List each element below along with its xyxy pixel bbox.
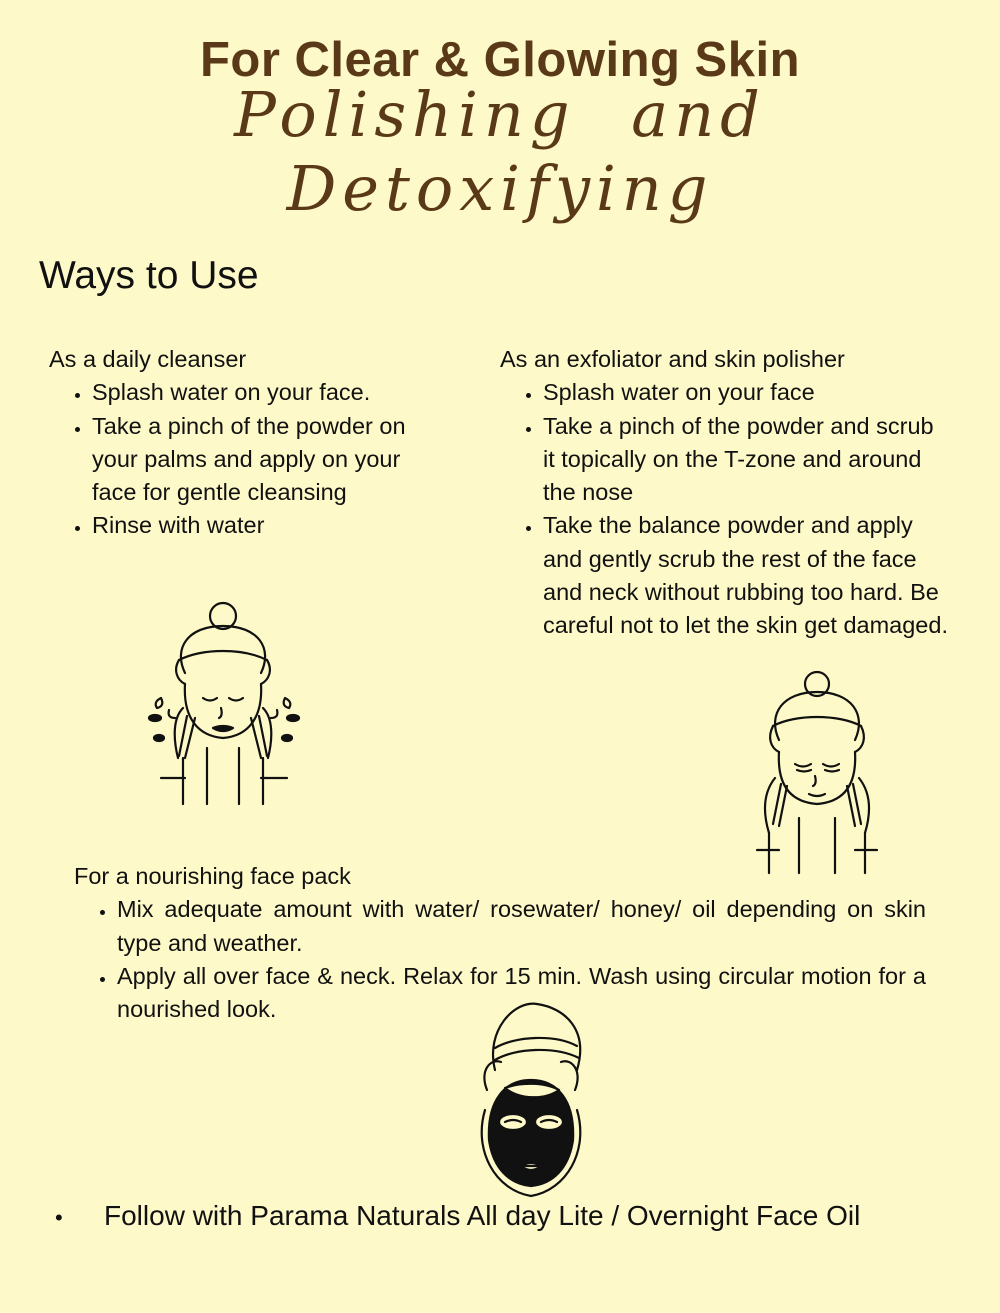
follow-up-text: Follow with Parama Naturals All day Lite / Overnight Face Oil — [104, 1200, 861, 1231]
list-item: • Splash water on your face. — [92, 376, 449, 409]
ways-heading: Ways to Use — [39, 254, 259, 297]
exfoliator-steps — [500, 376, 950, 642]
face-pack-title: For a nourishing face pack — [74, 863, 351, 889]
list-item: • Apply all over face & neck. Relax for 15 min. Wash using circular motion for a nourished look. — [117, 960, 926, 1027]
list-item: • Rinse with water — [92, 509, 449, 542]
exfoliator-title: As an exfoliator and skin polisher — [500, 346, 845, 372]
daily-cleanser-steps — [49, 376, 449, 542]
page-subtitle: Polishing and Detoxifying — [234, 78, 766, 226]
daily-cleanser-section — [49, 343, 449, 543]
face-scrub-icon — [755, 668, 879, 878]
list-item: • Take a pinch of the powder and scrub it topically on the T-zone and around the nose — [543, 410, 950, 510]
face-splash-icon — [143, 598, 303, 808]
list-item: • Splash water on your face — [543, 376, 950, 409]
follow-up-note — [55, 1200, 860, 1232]
list-item: • Take the balance powder and apply and gently scrub the rest of the face and neck without rubbing too hard. Be careful not to let the skin get damaged. — [543, 509, 950, 642]
list-item: • Take a pinch of the powder on your palms and apply on your face for gentle cleansing — [92, 410, 449, 510]
exfoliator-section — [500, 343, 950, 643]
face-mask-icon — [465, 1000, 597, 1200]
daily-cleanser-title: As a daily cleanser — [49, 346, 247, 372]
bullet-icon: • — [55, 1205, 63, 1230]
page-title: For Clear & Glowing Skin — [199, 33, 801, 87]
list-item: • Mix adequate amount with water/ rosewater/ honey/ oil depending on skin type and weather. — [117, 893, 926, 960]
